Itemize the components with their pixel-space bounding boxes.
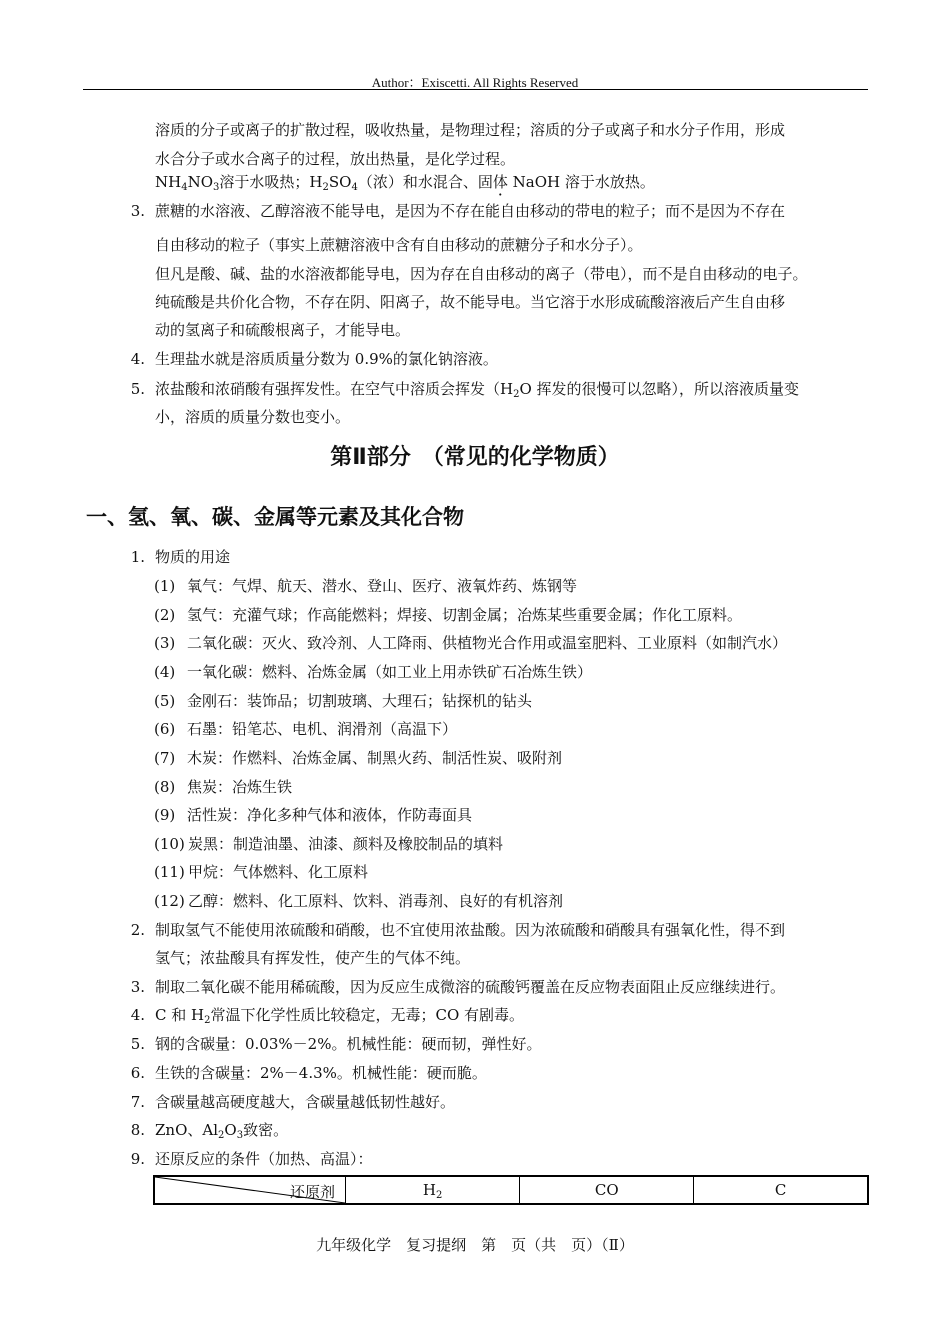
section-title: 第Ⅱ部分 （常见的化学物质） — [330, 445, 620, 470]
use-item-number: (1) — [154, 577, 176, 595]
page-footer: 九年级化学 复习提纲 第 页（共 页）（Ⅱ） — [316, 1236, 634, 1254]
uses-title: 物质的用途 — [155, 548, 231, 566]
item-number: 7. — [130, 1093, 145, 1111]
use-item-text: 活性炭：净化多种气体和液体，作防毒面具 — [187, 806, 473, 824]
item-8b-line: ZnO、$Al_2O_3$致密。 — [155, 1121, 289, 1141]
item-number: 5. — [130, 1035, 145, 1053]
item-5-line-1: 浓盐酸和浓硝酸有强挥发性。在空气中溶质会挥发（$H_2O$ 挥发的很慢可以忽略），所以溶液质量变 — [155, 380, 800, 400]
item-4-line: 生理盐水就是溶质质量分数为 0.9%的氯化钠溶液。 — [155, 350, 498, 368]
item-5-line-2: 小，溶质的质量分数也变小。 — [155, 408, 351, 426]
use-item-number: (5) — [154, 692, 176, 710]
item-5b-line: 钢的含碳量：0.03%－2%。机械性能：硬而韧，弹性好。 — [155, 1035, 542, 1053]
use-item-text: 甲烷：气体燃料、化工原料 — [188, 863, 369, 881]
use-item-text: 乙醇：燃料、化工原料、饮料、消毒剂、良好的有机溶剂 — [188, 892, 564, 910]
use-item-text: 一氧化碳：燃料、冶炼金属（如工业上用赤铁矿石冶炼生铁） — [187, 663, 593, 681]
item-number: 8. — [130, 1121, 145, 1139]
intro-line-2: 水合分子或水合离子的过程，放出热量，是化学过程。 — [155, 150, 516, 168]
item-4b-line: C 和 $H_2$常温下化学性质比较稳定，无毒；CO 有剧毒。 — [155, 1006, 525, 1026]
item-number: 3. — [130, 978, 145, 996]
item-2-line-2: 氢气；浓盐酸具有挥发性，使产生的气体不纯。 — [155, 949, 471, 967]
item-number: 3. — [130, 202, 145, 220]
intro-line-3: $NH_4NO_3$溶于水吸热；$H_2SO_4$（浓）和水混合、固体 NaOH 溶于水放热。 — [155, 173, 655, 193]
use-item-number: (2) — [154, 606, 176, 624]
item-number: 6. — [130, 1064, 145, 1082]
use-item-text: 氢气：充灌气球；作高能燃料；焊接、切割金属；冶炼某些重要金属；作化工原料。 — [187, 606, 743, 624]
table-header-co: CO — [520, 1176, 694, 1204]
use-item-number: (10) — [154, 835, 185, 853]
use-item-text: 石墨：铅笔芯、电机、润滑剂（高温下） — [187, 720, 458, 738]
use-item-number: (7) — [154, 749, 176, 767]
table-row — [154, 1176, 868, 1204]
use-item-number: (6) — [154, 720, 176, 738]
item-number: 9. — [130, 1150, 145, 1168]
item-3-line-4: 纯硫酸是共价化合物，不存在阴、阳离子，故不能导电。当它溶于水形成硫酸溶液后产生自由移 — [155, 293, 786, 311]
page-header: Author：Exiscetti. All Rights Reserved — [371, 75, 579, 90]
item-3-line-3: 但凡是酸、碱、盐的水溶液都能导电，因为存在自由移动的离子（带电），而不是自由移动的电子。 — [155, 265, 808, 283]
item-7b-line: 含碳量越高硬度越大，含碳量越低韧性越好。 — [155, 1093, 456, 1111]
use-item-text: 炭黑：制造油墨、油漆、颜料及橡胶制品的填料 — [188, 835, 504, 853]
item-3-line-2: 自由移动的粒子（事实上蔗糖溶液中含有自由移动的蔗糖分子和水分子）。 — [155, 236, 643, 254]
use-item-text: 氧气：气焊、航天、潜水、登山、医疗、液氧炸药、炼钢等 — [187, 577, 578, 595]
use-item-number: (4) — [154, 663, 176, 681]
use-item-text: 焦炭：冶炼生铁 — [187, 778, 293, 796]
use-item-number: (9) — [154, 806, 176, 824]
table-corner-cell — [154, 1176, 346, 1204]
use-item-number: (3) — [154, 634, 176, 652]
item-3-line-1: 蔗糖的水溶液、乙醇溶液不能导电，是因为不存在能自由移动的带电的粒子；而不是因为不存在 — [155, 202, 786, 220]
item-number: 4. — [130, 1006, 145, 1024]
item-6b-line: 生铁的含碳量：2%－4.3%。机械性能：硬而脆。 — [155, 1064, 487, 1082]
use-item-number: (11) — [154, 863, 185, 881]
item-9b-line: 还原反应的条件（加热、高温）： — [155, 1150, 373, 1168]
intro-line-1: 溶质的分子或离子的扩散过程，吸收热量，是物理过程；溶质的分子或离子和水分子作用，形成 — [155, 121, 786, 139]
item-number: 4. — [130, 350, 145, 368]
use-item-text: 金刚石：装饰品；切割玻璃、大理石；钻探机的钻头 — [187, 692, 533, 710]
item-3b-line: 制取二氧化碳不能用稀硫酸，因为反应生成微溶的硫酸钙覆盖在反应物表面阻止反应继续进行。 — [155, 978, 786, 996]
item-number: 2. — [130, 921, 145, 939]
item-number: 5. — [130, 380, 145, 398]
item-3-line-5: 动的氢离子和硫酸根离子，才能导电。 — [155, 321, 411, 339]
item-number: 1. — [130, 548, 145, 566]
table-corner-label: 还原剂 — [289, 1183, 335, 1201]
use-item-text: 二氧化碳：灭火、致冷剂、人工降雨、供植物光合作用或温室肥料、工业原料（如制汽水） — [187, 634, 788, 652]
use-item-number: (12) — [154, 892, 185, 910]
header-rule — [83, 89, 868, 90]
use-item-text: 木炭：作燃料、冶炼金属、制黑火药、制活性炭、吸附剂 — [187, 749, 563, 767]
table-header-h2: $H_2$ — [346, 1176, 520, 1204]
reduction-table — [153, 1175, 869, 1205]
table-header-c: C — [694, 1176, 868, 1204]
item-2-line-1: 制取氢气不能使用浓硫酸和硝酸，也不宜使用浓盐酸。因为浓硫酸和硝酸具有强氧化性，得不到 — [155, 921, 786, 939]
chapter-title: 一、氢、氧、碳、金属等元素及其化合物 — [86, 505, 464, 529]
use-item-number: (8) — [154, 778, 176, 796]
